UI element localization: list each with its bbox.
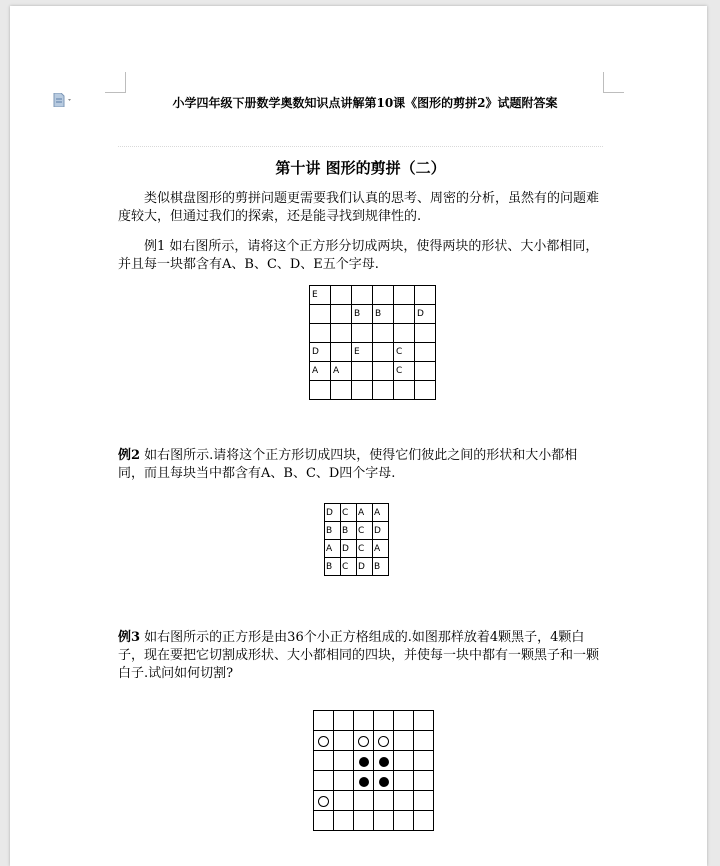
lesson-title: 第十讲 图形的剪拼（二） (275, 159, 446, 177)
crop-mark-right (603, 72, 624, 93)
grid-cell (352, 286, 373, 305)
white-stone (318, 736, 329, 747)
example1-grid (309, 285, 436, 400)
grid-cell (414, 711, 434, 731)
grid-row (314, 791, 434, 811)
grid-cell (394, 731, 414, 751)
white-stone (318, 796, 329, 807)
example3-grid (313, 710, 434, 831)
grid-cell: C (394, 343, 415, 362)
grid-cell (352, 381, 373, 400)
grid-cell (414, 811, 434, 831)
grid-row (314, 771, 434, 791)
grid-cell (314, 771, 334, 791)
grid-cell: D (373, 522, 389, 540)
grid-cell (414, 731, 434, 751)
grid-cell (310, 381, 331, 400)
example2-body: 如右图所示.请将这个正方形切成四块，使得它们彼此之间的形状和大小都相同，而且每块当中都含有A、B、C、D四个字母. (118, 448, 578, 481)
grid-cell: B (373, 305, 394, 324)
grid-cell: B (341, 522, 357, 540)
example2-text (118, 447, 603, 483)
document-icon[interactable] (53, 93, 75, 107)
example3-label: 例3 (118, 630, 141, 645)
white-stone (378, 736, 389, 747)
grid-row (314, 731, 434, 751)
grid-cell (334, 711, 354, 731)
grid-cell: E (310, 286, 331, 305)
grid-cell (374, 791, 394, 811)
grid-cell (415, 324, 436, 343)
example3-body: 如右图所示的正方形是由36个小正方格组成的.如图那样放着4颗黑子，4颗白子，现在要把它切割成形状、大小都相同的四块，并使每一块中都有一颗黑子和一颗白子.试问如何切割? (118, 630, 600, 681)
grid-cell (354, 771, 374, 791)
grid-cell (373, 381, 394, 400)
grid-cell: D (341, 540, 357, 558)
grid-cell: A (331, 362, 352, 381)
grid-cell (331, 324, 352, 343)
grid-cell (310, 305, 331, 324)
grid-row (310, 362, 436, 381)
grid-cell (354, 711, 374, 731)
black-stone (359, 777, 369, 787)
grid-row (325, 540, 389, 558)
example2-label: 例2 (118, 448, 141, 463)
grid-cell (394, 305, 415, 324)
example2-grid (324, 503, 389, 576)
grid-cell: A (357, 504, 373, 522)
example1-text: 例1 如右图所示，请将这个正方形分切成两块，使得两块的形状、大小都相同，并且每一块都含有A、B、C、D、E五个字母. (118, 239, 599, 272)
grid-cell: E (352, 343, 373, 362)
grid-cell (414, 771, 434, 791)
grid-cell (331, 286, 352, 305)
grid-cell (314, 711, 334, 731)
grid-cell (394, 381, 415, 400)
grid-cell: C (357, 540, 373, 558)
grid-cell: C (394, 362, 415, 381)
grid-cell: D (310, 343, 331, 362)
grid-cell (394, 751, 414, 771)
grid-cell: A (373, 540, 389, 558)
grid-cell (374, 811, 394, 831)
grid-cell: D (415, 305, 436, 324)
grid-cell (354, 751, 374, 771)
black-stone (379, 757, 389, 767)
grid-row (325, 558, 389, 576)
grid-cell (415, 381, 436, 400)
grid-cell: D (357, 558, 373, 576)
white-stone (358, 736, 369, 747)
grid-cell: B (325, 558, 341, 576)
grid-row (310, 324, 436, 343)
grid-cell (374, 771, 394, 791)
grid-cell (394, 771, 414, 791)
grid-row (314, 751, 434, 771)
grid-cell (354, 731, 374, 751)
grid-cell (373, 362, 394, 381)
grid-row (310, 343, 436, 362)
grid-cell (374, 711, 394, 731)
example3-text (118, 629, 603, 683)
grid-cell (415, 286, 436, 305)
page-header: 小学四年级下册数学奥数知识点讲解第10课《图形的剪拼2》试题附答案 (172, 96, 558, 110)
grid-cell (394, 286, 415, 305)
grid-cell (314, 791, 334, 811)
grid-cell (334, 751, 354, 771)
grid-cell (414, 791, 434, 811)
grid-cell (394, 791, 414, 811)
grid-cell (334, 791, 354, 811)
grid-cell (331, 343, 352, 362)
grid-row (314, 711, 434, 731)
grid-cell (331, 381, 352, 400)
grid-cell (354, 791, 374, 811)
document-page (10, 6, 707, 866)
grid-cell (394, 324, 415, 343)
grid-cell (414, 751, 434, 771)
grid-cell (394, 811, 414, 831)
grid-cell (331, 305, 352, 324)
grid-cell: C (357, 522, 373, 540)
black-stone (379, 777, 389, 787)
grid-cell: D (325, 504, 341, 522)
crop-mark-left (105, 72, 126, 93)
grid-cell (415, 343, 436, 362)
grid-cell: A (325, 540, 341, 558)
grid-row (310, 305, 436, 324)
grid-cell (354, 811, 374, 831)
grid-row (325, 522, 389, 540)
grid-cell (334, 731, 354, 751)
grid-row (310, 381, 436, 400)
grid-cell: B (373, 558, 389, 576)
intro-paragraph: 类似棋盘图形的剪拼问题更需要我们认真的思考、周密的分析，虽然有的问题难度较大，但通过我们的探索，还是能寻找到规律性的. (118, 191, 600, 224)
grid-row (314, 811, 434, 831)
grid-cell (373, 324, 394, 343)
grid-cell (314, 751, 334, 771)
grid-cell: A (310, 362, 331, 381)
grid-cell (314, 811, 334, 831)
grid-cell (373, 343, 394, 362)
grid-cell (334, 811, 354, 831)
grid-cell (374, 751, 394, 771)
grid-cell: B (352, 305, 373, 324)
grid-cell (310, 324, 331, 343)
grid-cell: B (325, 522, 341, 540)
header-divider (118, 146, 603, 147)
grid-cell (394, 711, 414, 731)
grid-cell (374, 731, 394, 751)
grid-cell (352, 362, 373, 381)
grid-cell: A (373, 504, 389, 522)
grid-cell (373, 286, 394, 305)
grid-cell (334, 771, 354, 791)
grid-cell (352, 324, 373, 343)
grid-cell (415, 362, 436, 381)
grid-row (325, 504, 389, 522)
black-stone (359, 757, 369, 767)
grid-row (310, 286, 436, 305)
grid-cell (314, 731, 334, 751)
grid-cell: C (341, 504, 357, 522)
grid-cell: C (341, 558, 357, 576)
